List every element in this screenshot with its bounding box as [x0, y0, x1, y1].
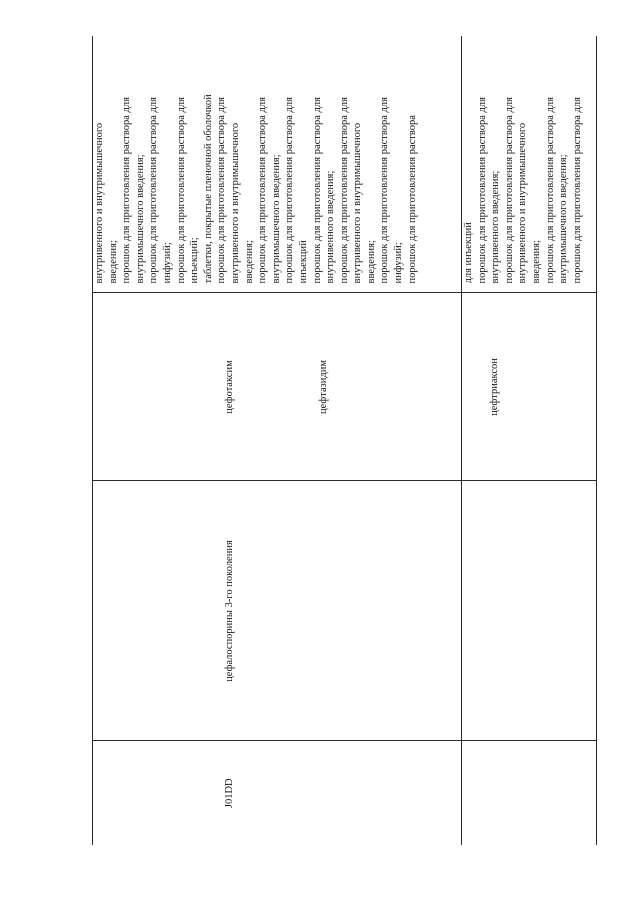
dosage-form-line: порошок для приготовления раствора для: [476, 97, 488, 284]
dosage-form-line: порошок для приготовления раствора для: [311, 97, 323, 284]
dosage-forms-cell: [93, 36, 462, 293]
dosage-form-line: порошок для приготовления раствора для: [257, 97, 269, 284]
dosage-form-line: введения;: [243, 240, 255, 284]
atc-code-cell: [93, 741, 462, 845]
drug-group-cell: [93, 481, 462, 741]
dosage-form-line: внутримышечного введения;: [558, 154, 570, 284]
dosage-form-line: введения;: [107, 240, 119, 284]
dosage-form-line: внутримышечного введения;: [270, 154, 282, 284]
dosage-form-line: внутривенного введения;: [490, 170, 502, 284]
dosage-form-line: порошок для приготовления раствора для: [121, 97, 133, 284]
dosage-form-line: порошок для приготовления раствора для: [571, 97, 583, 284]
atc-code: J01DD: [224, 778, 235, 809]
table-row: [93, 36, 462, 845]
dosage-form-line: внутримышечного введения;: [134, 154, 146, 284]
dosage-form-line: таблетки, покрытые пленочной оболочкой: [202, 94, 214, 284]
dosage-form-line: инъекций;: [189, 237, 201, 284]
dosage-form-line: инфузий;: [393, 242, 405, 284]
dosage-form-line: порошок для приготовления раствора для: [379, 97, 391, 284]
dosage-form-line: инъекций: [297, 240, 309, 284]
dosage-form-line: порошок для приготовления раствора для: [216, 97, 228, 284]
dosage-form-line: внутривенного и внутримышечного: [352, 122, 364, 284]
drug-group-cell: [462, 481, 597, 741]
dosage-forms-cell: [462, 36, 597, 293]
drug-name: цефтазидим: [318, 360, 329, 414]
drug-name: цефотаксим: [224, 360, 235, 414]
table-row: [462, 36, 597, 845]
drug-name-cell: [93, 293, 462, 481]
dosage-form-line: внутривенного и внутримышечного: [517, 122, 529, 284]
dosage-form-line: порошок для приготовления раствора: [406, 115, 418, 284]
dosage-form-line: порошок для приготовления раствора для: [338, 97, 350, 284]
dosage-form-line: введения;: [365, 240, 377, 284]
dosage-form-line: внутривенного введения;: [325, 170, 337, 284]
dosage-form-line: введения;: [530, 240, 542, 284]
atc-code-cell: [462, 741, 597, 845]
dosage-form-line: порошок для приготовления раствора для: [148, 97, 160, 284]
dosage-form-line: порошок для приготовления раствора для: [175, 97, 187, 284]
dosage-form-line: для инъекций: [463, 222, 474, 284]
dosage-form-line: инфузий;: [161, 242, 173, 284]
medication-table: [92, 36, 597, 845]
drug-name: цефтриаксон: [489, 358, 500, 416]
dosage-form-line: внутривенного и внутримышечного: [94, 122, 105, 284]
dosage-form-line: внутривенного и внутримышечного: [229, 122, 241, 284]
dosage-form-line: порошок для приготовления раствора для: [544, 97, 556, 284]
dosage-form-line: порошок для приготовления раствора для: [284, 97, 296, 284]
dosage-form-line: порошок для приготовления раствора для: [503, 97, 515, 284]
drug-group: цефалоспорины 3-го поколения: [224, 540, 235, 682]
drug-name-cell: [462, 293, 597, 481]
